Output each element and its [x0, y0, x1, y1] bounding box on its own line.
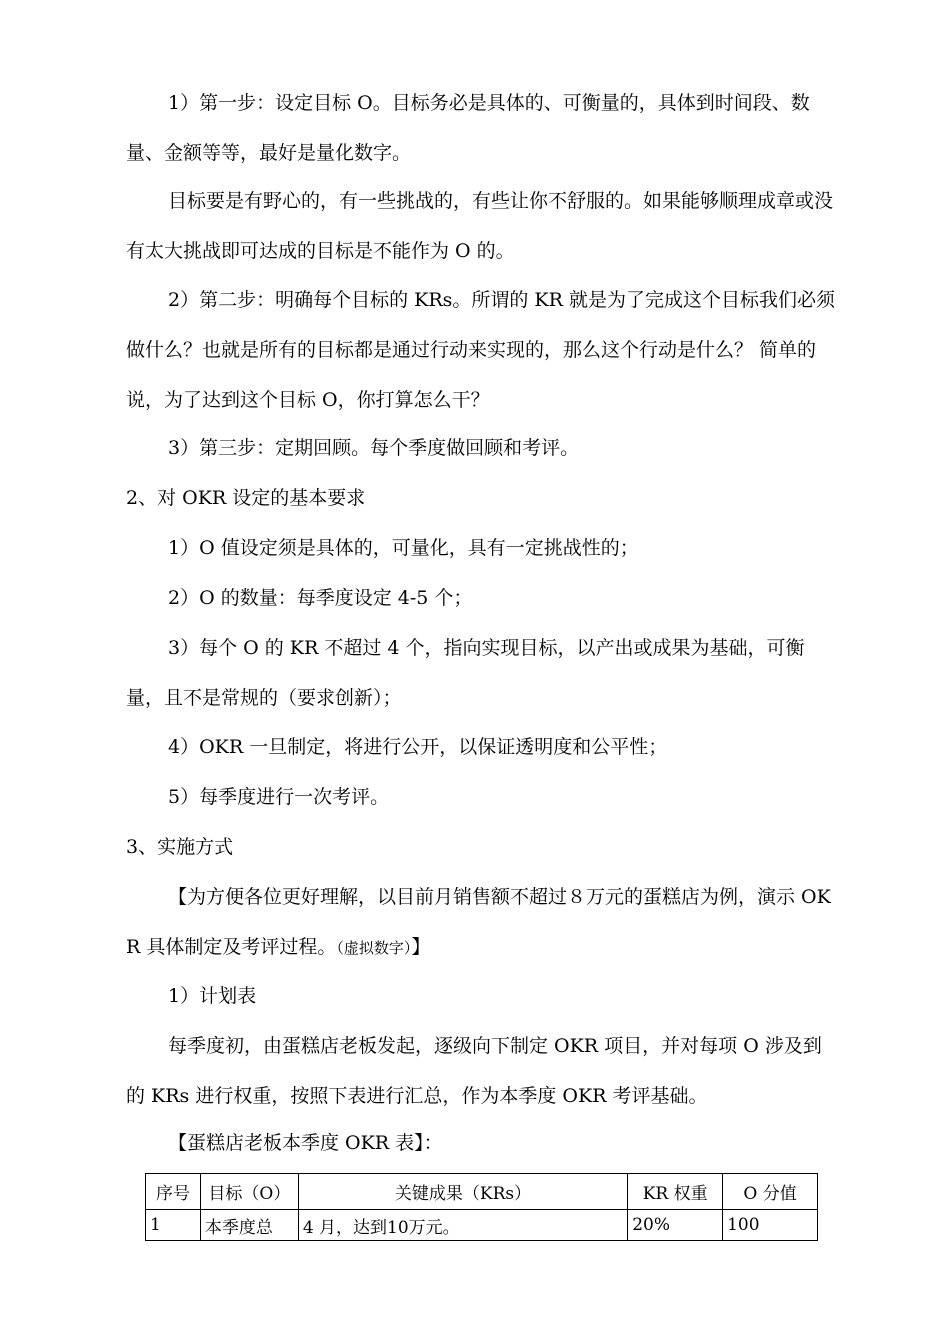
- requirement-4: 4）OKR 一旦制定，将进行公开，以保证透明度和公平性；: [168, 736, 668, 758]
- header-kr-weight: KR 权重: [628, 1174, 723, 1210]
- paragraph-step2: 2）第二步：明确每个目标的 KRs。所谓的 KR 就是为了完成这个目标我们必须做什么？也就是所有的目标都是通过行动来实现的，那么这个行动是什么？ 简单的说，为了达到这个目标 O，你打算怎么干？: [126, 289, 835, 411]
- section2-heading: 2、对 OKR 设定的基本要求: [126, 487, 366, 509]
- example-close-bracket: 】: [411, 936, 431, 958]
- section3-heading: 3、实施方式: [126, 836, 234, 858]
- paragraph-step1: 1）第一步：设定目标 O。目标务必是具体的、可衡量的，具体到时间段、数量、金额等等，最好是量化数字。: [126, 92, 810, 164]
- cell-o-score: 100: [723, 1210, 818, 1241]
- requirement-5: 5）每季度进行一次考评。: [168, 786, 390, 808]
- requirement-3: 3）每个 O 的 KR 不超过 4 个，指向实现目标，以产出或成果为基础，可衡量，且不是常规的（要求创新）；: [126, 637, 805, 709]
- cell-objective: 本季度总: [200, 1210, 298, 1241]
- plan-description: 每季度初，由蛋糕店老板发起，逐级向下制定 OKR 项目，并对每项 O 涉及到的 KRs 进行权重，按照下表进行汇总，作为本季度 OKR 考评基础。: [126, 1035, 822, 1107]
- cell-index: 1: [146, 1210, 201, 1241]
- example-note: （虚拟数字）: [336, 939, 412, 957]
- table-header-row: [146, 1174, 818, 1210]
- paragraph-ambition: 目标要是有野心的，有一些挑战的，有些让你不舒服的。如果能够顺理成章或没有太大挑战即可达成的目标是不能作为 O 的。: [126, 190, 834, 262]
- header-objective: 目标（O）: [200, 1174, 298, 1210]
- cell-kr-weight: 20%: [628, 1210, 723, 1241]
- paragraph-step3: 3）第三步：定期回顾。每个季度做回顾和考评。: [168, 437, 580, 459]
- header-o-score: O 分值: [723, 1174, 818, 1210]
- cell-key-result: 4 月，达到10万元。: [298, 1210, 627, 1241]
- header-key-results: 关键成果（KRs）: [298, 1174, 627, 1210]
- requirement-1: 1）O 值设定须是具体的，可量化，具有一定挑战性的；: [168, 537, 639, 559]
- header-index: 序号: [146, 1174, 201, 1210]
- requirement-2: 2）O 的数量：每季度设定 4-5 个；: [168, 587, 473, 609]
- table-row: [146, 1210, 818, 1241]
- table-caption: 【蛋糕店老板本季度 OKR 表】：: [168, 1132, 443, 1154]
- example-paragraph: [126, 872, 838, 973]
- example-main-text: 【为方便各位更好理解，以目前月销售额不超过８万元的蛋糕店为例，演示 OKR 具体制定及考评过程。: [126, 886, 831, 958]
- plan-title: 1）计划表: [168, 985, 257, 1007]
- okr-table: [145, 1173, 818, 1241]
